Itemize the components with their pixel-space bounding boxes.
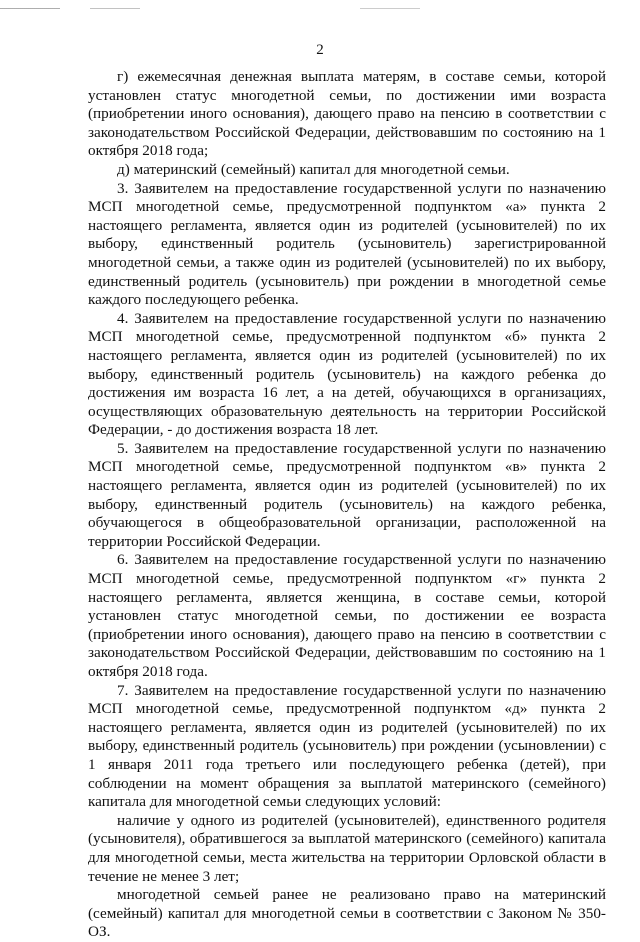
paragraph-subitem-g: г) ежемесячная денежная выплата матерям, в составе семьи, которой установлен статус многодетной семьи, по достижении ими возраста (приобретении иного основания), дающего право на пенсию в соответствии с законодательством Российской Федерации, действовавшим по состоянию на 1 октября 2018 года; (88, 68, 606, 160)
page-number: 2 (316, 42, 324, 58)
paragraph-condition-not-realized: многодетной семьей ранее не реализовано право на материнский (семейный) капитал для многодетной семьи в соответствии с Законом № 350-ОЗ. (88, 886, 606, 941)
paragraph-clause-6: 6. Заявителем на предоставление государственной услуги по назначению МСП многодетной семье, предусмотренной подпунктом «г» пункта 2 настоящего регламента, является женщина, в составе семьи, которой установлен статус многодетной семьи, по достижении ее возраста (приобретении иного основания), дающего право на пенсию в соответствии с законодательством Российской Федерации, действовавшим по состоянию на 1 октября 2018 года. (88, 551, 606, 680)
paragraph-subitem-d: д) материнский (семейный) капитал для многодетной семьи. (117, 160, 510, 178)
paragraph-clause-5: 5. Заявителем на предоставление государственной услуги по назначению МСП многодетной семье, предусмотренной подпунктом «в» пункта 2 настоящего регламента, является один из родителей (усыновителей) по их выбору, единственный родитель (усыновитель) на каждого ребенка, обучающегося в общеобразовательной организации, расположенной на территории Российской Федерации. (88, 439, 606, 550)
document-body (88, 68, 606, 942)
scan-edge-line (0, 8, 640, 9)
paragraph-clause-3: 3. Заявителем на предоставление государственной услуги по назначению МСП многодетной семье, предусмотренной подпунктом «а» пункта 2 настоящего регламента, является один из родителей (усыновителей) по их выбору, единственный родитель (усыновитель) зарегистрированной многодетной семьи, а также один из родителей (усыновителей) по их выбору, единственный родитель (усыновитель) при рождении в многодетной семье каждого последующего ребенка. (88, 179, 606, 309)
paragraph-clause-7: 7. Заявителем на предоставление государственной услуги по назначению МСП многодетной семье, предусмотренной подпунктом «д» пункта 2 настоящего регламента, является один из родителей (усыновителей) по их выбору, единственный родитель (усыновитель) при рождении (усыновлении) с 1 января 2011 года третьего или последующего ребенка (детей), при соблюдении на момент обращения за выплатой материнского (семейного) капитала для многодетной семьи следующих условий: (88, 681, 606, 811)
paragraph-clause-4: 4. Заявителем на предоставление государственной услуги по назначению МСП многодетной семье, предусмотренной подпунктом «б» пункта 2 настоящего регламента, является один из родителей (усыновителей) по их выбору, единственный родитель (усыновитель) на каждого ребенка до достижения им возраста 16 лет, а на детей, обучающихся в организациях, осуществляющих образовательную деятельность на территории Российской Федерации, - до достижения возраста 18 лет. (88, 309, 606, 439)
paragraph-condition-residence: наличие у одного из родителей (усыновителей), единственного родителя (усыновителя), обратившегося за выплатой материнского (семейного) капитала для многодетной семьи, места жительства на территории Орловской области в течение не менее 3 лет; (88, 811, 606, 885)
